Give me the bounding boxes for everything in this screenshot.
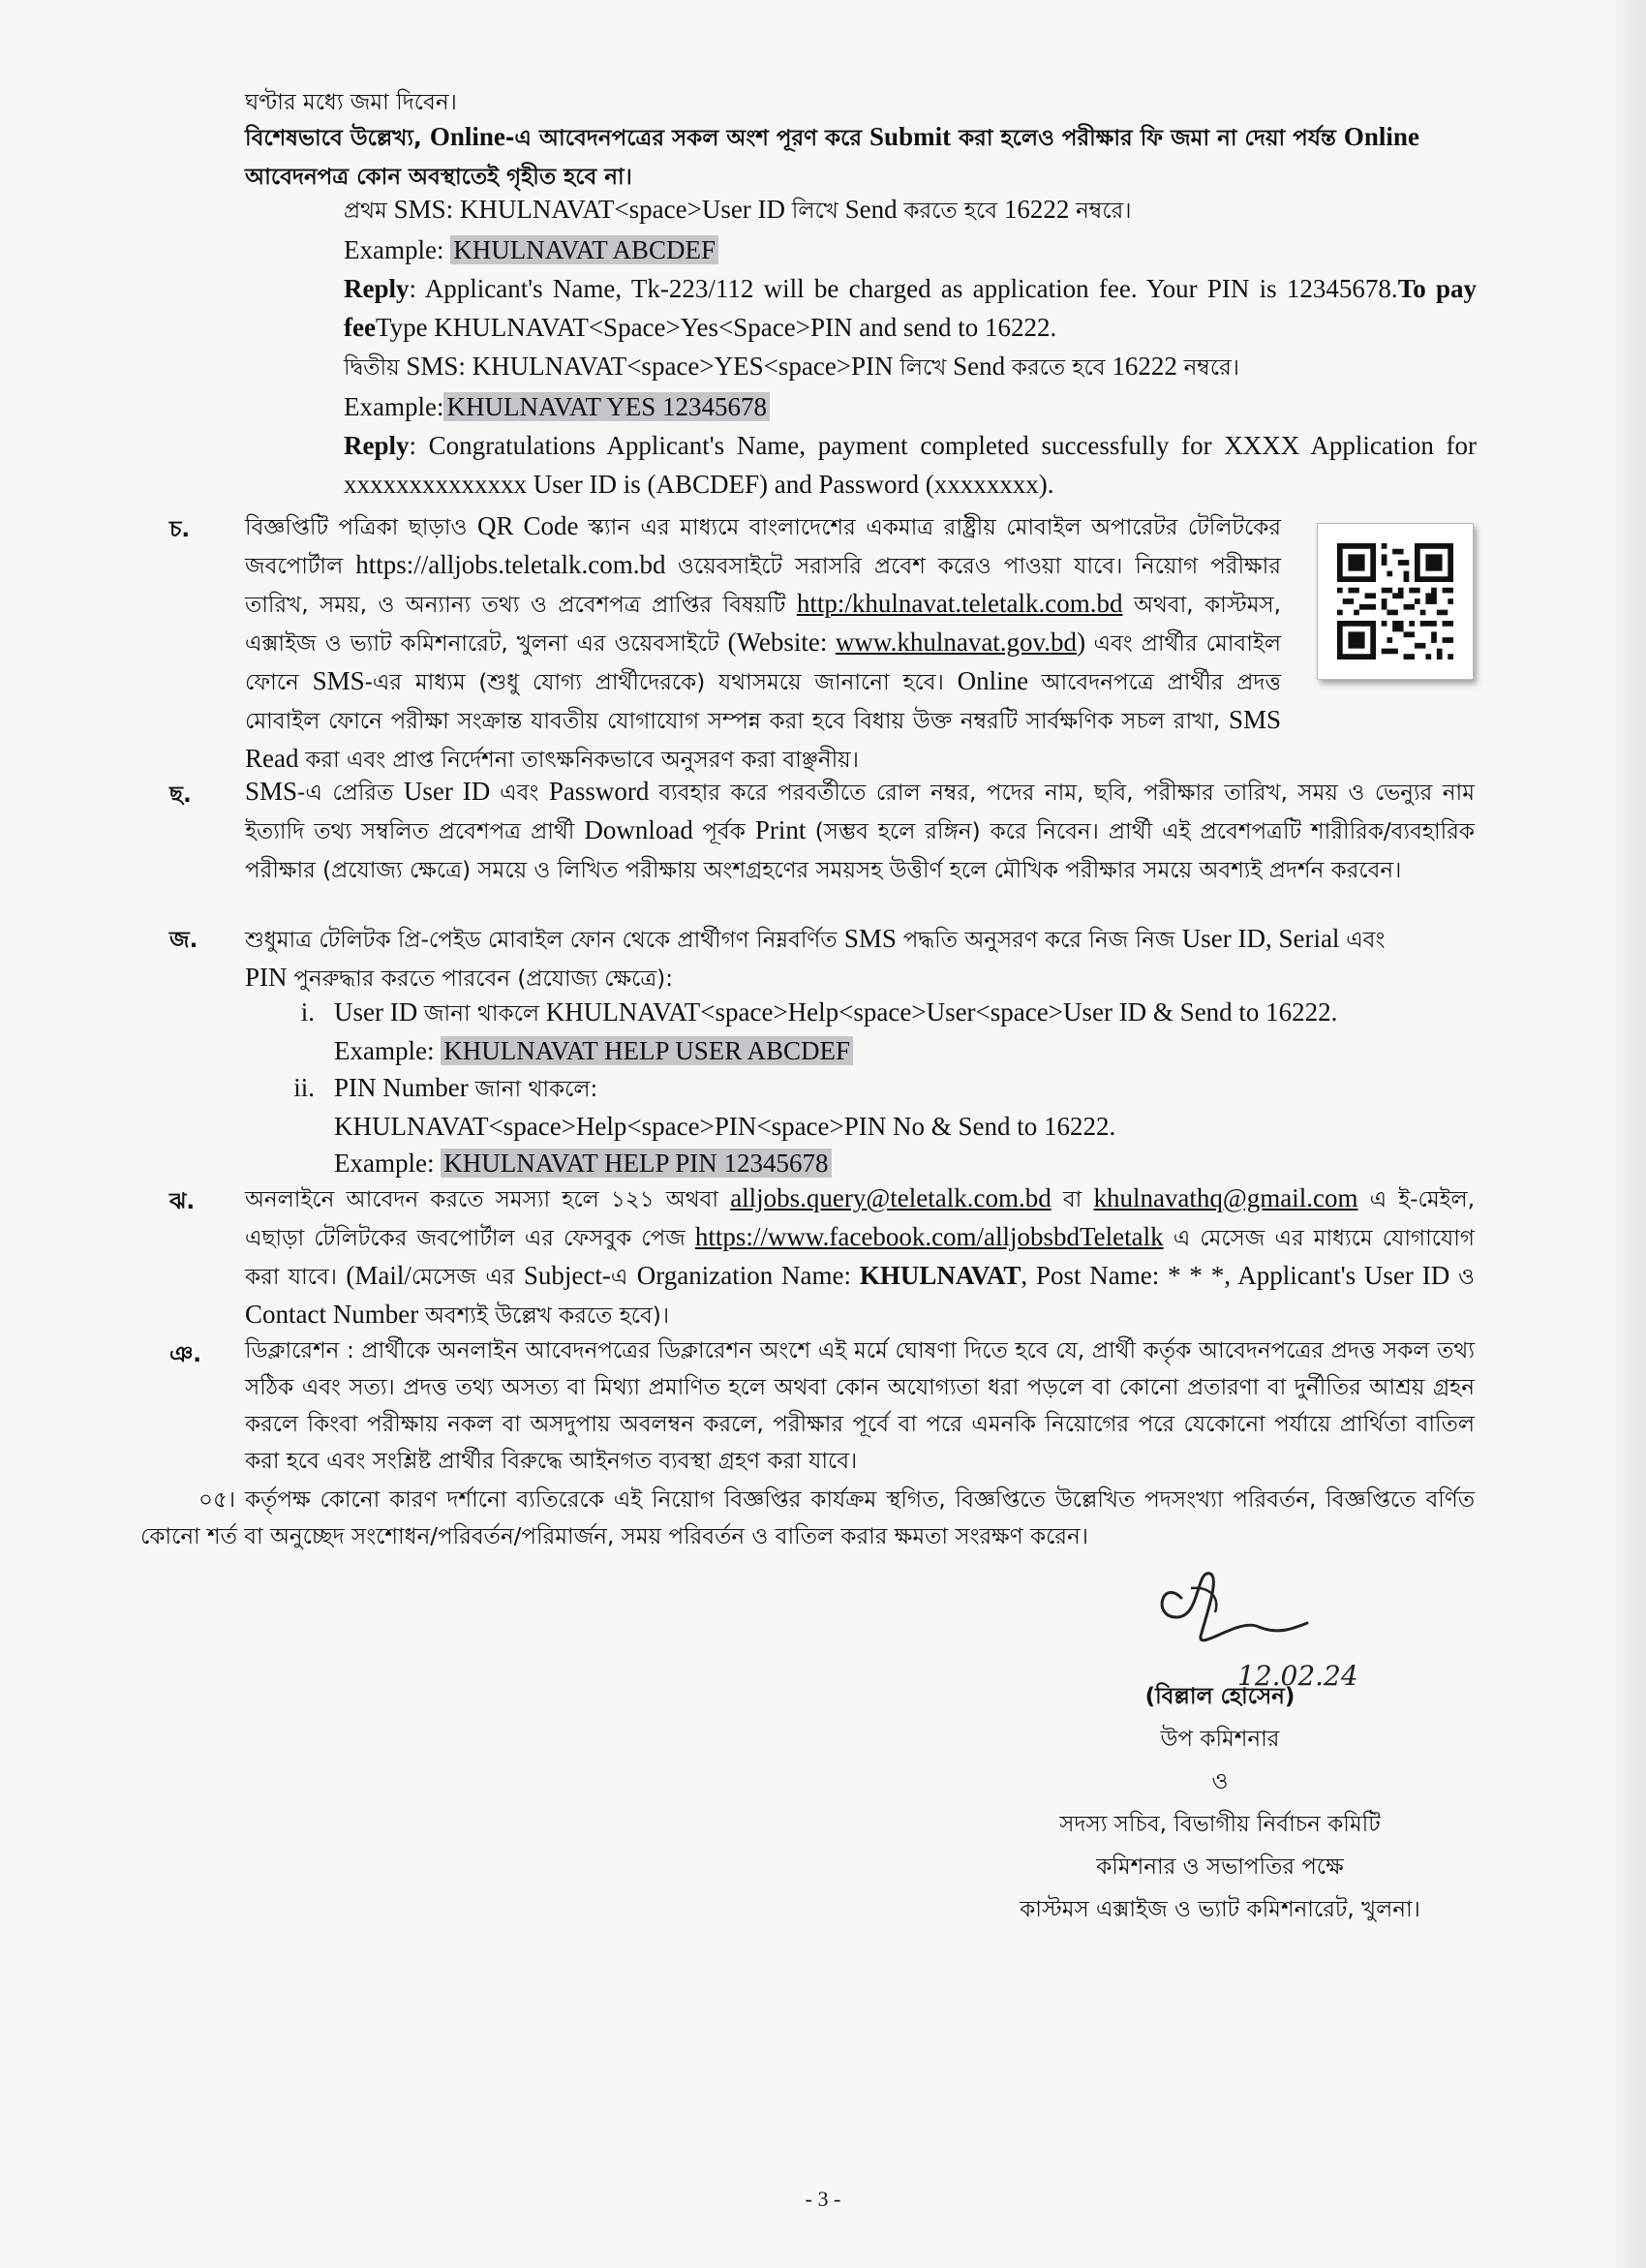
warn-text: করা হলেও পরীক্ষার ফি জমা না দেয়া পর্যন্ত: [951, 126, 1344, 151]
sms-format: SMS: KHULNAVAT<space>User ID: [386, 195, 792, 224]
item-j-sublist: [271, 994, 1472, 1181]
intro-line: ঘণ্টার মধ্যে জমা দিবেন।: [245, 90, 457, 115]
item-marker-chh: ছ.: [169, 782, 192, 808]
item-marker-n: ঞ.: [169, 1342, 202, 1367]
paragraph-text: QR Code: [477, 511, 589, 540]
item-ch-paragraph: [245, 507, 1281, 779]
example-label: Example:: [344, 392, 444, 421]
paragraph-text: , Post Name: * * *, Applicant's User ID: [1021, 1261, 1459, 1290]
reply-bold: To pay fee: [344, 274, 1478, 342]
sms-text: Send: [838, 195, 904, 224]
sms-number: 16222: [997, 195, 1077, 224]
sub-text: KHULNAVAT<space>Help<space>User<space>User ID & Send to 16222.: [538, 997, 1338, 1027]
paragraph-text: ওয়েবসাইটে সরাসরি প্রবেশ করেও পাওয়া যাবে। নিয়োগ পরীক্ষার তারিখ, সময়, ও অন্যান্য তথ্য ও প্রবেশপত্র প্রাপ্তির বিষয়টি: [245, 554, 1281, 618]
link-text[interactable]: alljobs.query@teletalk.com.bd: [730, 1183, 1052, 1212]
paragraph-text: -এ প্রেরিত: [297, 781, 404, 806]
sub-text: জানা থাকলে: [423, 1001, 539, 1027]
reply-text: : Congratulations Applicant's Name, payment completed successfully for XXXX Application for xxxxxxxxxxxxxx User ID is (ABCDEF) and Password (xxxxxxxx).: [344, 431, 1477, 499]
sub-text: জানা থাকলে:: [474, 1077, 598, 1102]
signature-date: 12.02.24: [1237, 1660, 1358, 1692]
sms-text: করতে হবে: [1011, 355, 1106, 381]
item-jh-paragraph: [245, 1180, 1475, 1334]
warning-paragraph: [245, 118, 1475, 196]
paragraph-text: https://alljobs.teletalk.com.bd: [355, 550, 678, 579]
paragraph-text: আবেদনপত্রে প্রার্থীর প্রদত্ত মোবাইল ফোনে পরীক্ষা সংক্রান্ত যাবতীয় যোগাযোগ সম্পন্ন করা হবে বিধায় উক্ত নম্বরটি সার্বক্ষণিক সচল রাখা,: [245, 670, 1281, 734]
paragraph-text: (Mail/: [346, 1261, 412, 1290]
qr-code-icon: [1337, 543, 1453, 659]
example-label: Example:: [334, 1149, 442, 1178]
example-1: [344, 230, 1477, 269]
sms-text: লিখে: [791, 199, 838, 224]
sub-item-2-format: KHULNAVAT<space>Help<space>PIN<space>PIN No & Send to 16222.: [334, 1112, 1116, 1141]
reply-label: Reply: [344, 274, 410, 303]
item-n-paragraph: ডিক্লারেশন : প্রার্থীকে অনলাইন আবেদনপত্রের ডিক্লারেশন অংশে এই মর্মে ঘোষণা দিতে হবে যে, প্রার্থী কর্তৃক আবেদনপত্রের প্রদত্ত সকল তথ্য সঠিক এবং সত্য। প্রদত্ত তথ্য অসত্য বা মিথ্যা প্রমাণিত হলে অথবা কোন অযোগ্যতা ধরা পড়লে বা কোনো প্রতারণা বা দুর্নীতির আশ্রয় গ্রহন করলে কিংবা পরীক্ষায় নকল বা অসদুপায় অবলম্বন করলে, পরীক্ষার পূর্বে বা পরে এমনকি নিয়োগের পরে যেকোনো পর্যায়ে প্রার্থিতা বাতিল করা হবে এবং সংশ্লিষ্ট প্রার্থীর বিরুদ্ধে আইনগত ব্যবস্থা গ্রহণ করা যাবে।: [245, 1338, 1475, 1474]
signatory-name: (বিল্লাল হোসেন): [1144, 1684, 1295, 1709]
reply-1: [344, 269, 1477, 347]
item-j-paragraph: [245, 920, 1475, 997]
handwritten-signature: [1123, 1559, 1358, 1695]
paragraph-text: Online: [957, 666, 1042, 695]
qr-code: [1317, 523, 1474, 680]
example-code-highlight: KHULNAVAT HELP USER ABCDEF: [441, 1036, 853, 1065]
item-j-text: SMS: [843, 924, 903, 953]
signatory-title: উপ কমিশনার: [1160, 1727, 1280, 1752]
example-code-highlight: KHULNAVAT HELP PIN 12345678: [441, 1149, 831, 1178]
reply-2: [344, 426, 1477, 504]
link-text[interactable]: khulnavathq@gmail.com: [1093, 1183, 1358, 1212]
warn-online: Online: [1343, 122, 1419, 151]
paragraph-text: SMS Read: [245, 705, 1281, 773]
sms-number: 16222: [1105, 352, 1184, 381]
paragraph-text: User ID: [403, 777, 501, 806]
example-code-highlight: KHULNAVAT ABCDEF: [450, 235, 718, 264]
paragraph-text: Download: [584, 815, 703, 844]
paragraph-text: SMS: [312, 666, 365, 695]
link-text[interactable]: http:/khulnavat.teletalk.com.bd: [796, 589, 1123, 618]
paragraph-text: (সম্ভব হলে রঙ্গিন) করে নিবেন। প্রার্থী এই প্রবেশপত্রটি শারীরিক/ব্যবহারিক পরীক্ষার (প্রযোজ্য ক্ষেত্রে) সময়ে ও লিখিত পরীক্ষায় অংশগ্রহণের সময়সহ উত্তীর্ণ হলে মৌখিক পরীক্ষার সময়ে অবশ্যই প্রদর্শন করবেন।: [245, 819, 1475, 883]
paragraph-text: Contact Number: [245, 1300, 425, 1329]
second-sms-line: [344, 347, 1477, 387]
signatory-details: [988, 1675, 1452, 1931]
paragraph-text: বিজ্ঞপ্তিটি পত্রিকা ছাড়াও: [245, 515, 477, 540]
paragraph-text: KHULNAVAT: [859, 1261, 1021, 1290]
item-chh-paragraph: [245, 773, 1475, 889]
sms-label: দ্বিতীয়: [344, 355, 400, 381]
signatory-title: কমিশনার ও সভাপতির পক্ষে: [1096, 1854, 1344, 1880]
warn-text: বিশেষভাবে উল্লেখ্য,: [245, 126, 430, 151]
sms-instructions: [344, 190, 1477, 504]
sms-text: লিখে: [899, 355, 947, 381]
sub-text: User ID: [334, 997, 424, 1027]
paragraph-text: করা এবং প্রাপ্ত নির্দেশনা তাৎক্ষনিকভাবে অনুসরণ করা বাঞ্ছনীয়।: [305, 748, 859, 773]
item-j-text: পদ্ধতি অনুসরণ করে নিজ নিজ: [902, 928, 1182, 953]
paragraph-text: অবশ্যই উল্লেখ করতে হবে)।: [424, 1303, 670, 1329]
paragraph-text: ব্যবহার করে পরবর্তীতে রোল নম্বর, পদের নাম, ছবি, পরীক্ষার তারিখ, সময় ও ভেন্যুর নাম ইত্যাদি তথ্য সম্বলিত প্রবেশপত্র প্রার্থী: [245, 781, 1475, 844]
example-code-highlight: KHULNAVAT YES 12345678: [443, 392, 770, 421]
paragraph-text: SMS: [245, 777, 298, 806]
reply-text: : Applicant's Name, Tk-223/112 will be charged as application fee. Your PIN is 12345678.: [409, 274, 1398, 303]
reply-label: Reply: [344, 431, 410, 460]
paragraph-text: Organization Name:: [636, 1261, 860, 1290]
scan-edge-shade: [1607, 0, 1646, 2268]
sms-text: নম্বরে।: [1076, 199, 1132, 224]
sub-item-2: [271, 1069, 1472, 1108]
paragraph-text: এ মেসেজ এর মাধ্যমে যোগাযোগ করা যাবে।: [245, 1226, 1475, 1290]
sub-marker: ii.: [293, 1073, 315, 1102]
paragraph-text: এ ই-মেইল, এছাড়া টেলিটকের জবপোর্টাল এর ফেসবুক পেজ: [245, 1187, 1476, 1251]
link-text[interactable]: www.khulnavat.gov.bd: [835, 628, 1078, 657]
sub-item-1-example: [334, 1032, 1472, 1069]
paragraph-text: এবং: [500, 781, 549, 806]
paragraph-text: অথবা, কাস্টমস, এক্সাইজ ও ভ্যাট কমিশনারেট, খুলনা এর ওয়েবসাইটে: [245, 593, 1281, 657]
item-marker-ch: চ.: [169, 517, 191, 542]
paragraph-text: (Website:: [727, 628, 836, 657]
example-2: [344, 387, 1477, 426]
signatory-title: সদস্য সচিব, বিভাগীয় নির্বাচন কমিটি: [1059, 1812, 1381, 1837]
paragraph-text: বা: [1051, 1187, 1094, 1212]
paragraph-text: Print: [754, 815, 815, 844]
item-j-text: শুধুমাত্র টেলিটক প্রি-পেইড মোবাইল ফোন থেকে প্রার্থীগণ নিম্নবর্ণিত: [245, 928, 844, 953]
warn-submit: Submit: [869, 122, 952, 151]
sms-label: প্রথম: [344, 199, 387, 224]
sub-item-1: [271, 994, 1472, 1032]
sms-text: করতে হবে: [903, 199, 998, 224]
paragraph-text: ও: [1458, 1265, 1475, 1290]
paragraph-text: ): [1077, 628, 1094, 657]
link-text[interactable]: https://www.facebook.com/alljobsbdTeletalk: [694, 1222, 1164, 1251]
paragraph-text: পূর্বক: [702, 819, 755, 844]
item-marker-j: জ.: [169, 928, 198, 953]
paragraph-05: ০৫। কর্তৃপক্ষ কোনো কারণ দর্শানো ব্যতিরেকে এই নিয়োগ বিজ্ঞপ্তির কার্যক্রম স্থগিত, বিজ্ঞপ্তিতে উল্লেখিত পদসংখ্যা পরিবর্তন, বিজ্ঞপ্তিতে বর্ণিত কোনো শর্ত বা অনুচ্ছেদ সংশোধন/পরিবর্তন/পরিমার্জন, সময় পরিবর্তন ও বাতিল করার ক্ষমতা সংরক্ষণ করেন।: [140, 1487, 1475, 1549]
sub-marker: i.: [300, 997, 315, 1027]
sms-text: Send: [946, 352, 1012, 381]
paragraph-text: এবং প্রার্থীর মোবাইল ফোনে: [245, 631, 1281, 695]
item-j-text: পুনরুদ্ধার করতে পারবেন (প্রযোজ্য ক্ষেত্রে):: [293, 966, 674, 992]
first-sms-line: [344, 190, 1477, 230]
item-marker-jh: ঝ.: [169, 1189, 196, 1214]
reply-text: Type KHULNAVAT<Space>Yes<Space>PIN and send to 16222.: [375, 313, 1057, 342]
signatory-office: কাস্টমস এক্সাইজ ও ভ্যাট কমিশনারেট, খুলনা।: [1020, 1897, 1420, 1922]
warn-text: -এ আবেদনপত্রের সকল অংশ পূরণ করে: [504, 126, 870, 151]
example-label: Example:: [344, 235, 451, 264]
item-j-text: PIN: [245, 963, 294, 992]
warn-online: Online: [429, 122, 505, 151]
sub-item-2-example: [334, 1145, 1472, 1181]
paragraph-text: Subject-: [523, 1261, 611, 1290]
paragraph-text: এ: [610, 1265, 637, 1290]
item-j-text: এবং: [1346, 928, 1386, 953]
warn-text: আবেদনপত্র কোন অবস্থাতেই গৃহীত হবে না।: [245, 165, 632, 190]
sms-text: নম্বরে।: [1183, 355, 1239, 381]
paragraph-text: -এর মাধ্যম (শুধু যোগ্য প্রার্থীদেরকে) যথাসময়ে জানানো হবে।: [364, 670, 958, 695]
sms-format: SMS: KHULNAVAT<space>YES<space>PIN: [399, 352, 900, 381]
sub-text: PIN Number: [334, 1073, 475, 1102]
example-label: Example:: [334, 1036, 442, 1065]
paragraph-text: মেসেজ এর: [411, 1265, 524, 1290]
paragraph-text: স্ক্যান এর মাধ্যমে বাংলাদেশের একমাত্র রাষ্ট্রীয় মোবাইল অপারেটর টেলিটকের জবপোর্টাল: [245, 515, 1282, 579]
paragraph-text: Password: [548, 777, 659, 806]
signatory-conjunction: ও: [1211, 1769, 1229, 1794]
paragraph-text: অনলাইনে আবেদন করতে সমস্যা হলে ১২১ অথবা: [245, 1187, 731, 1212]
item-j-text: User ID, Serial: [1181, 924, 1347, 953]
page-number: - 3 -: [805, 2187, 841, 2211]
